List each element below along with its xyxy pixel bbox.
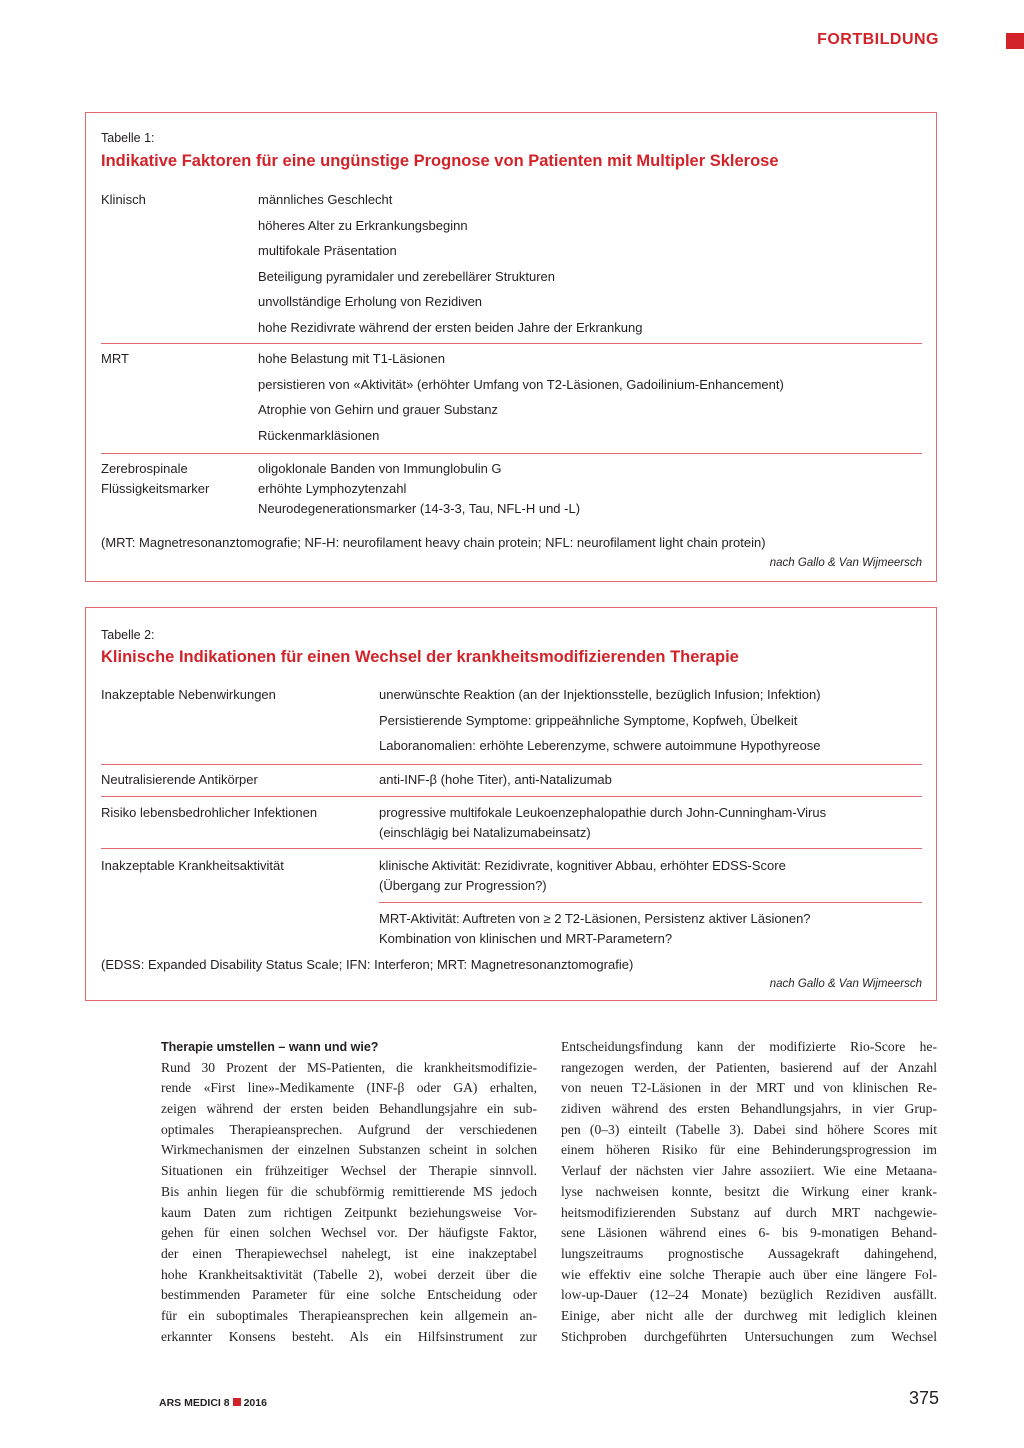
article-text: zeigen während der ersten beiden Behandlungsjahre ein sub- bbox=[161, 1101, 537, 1117]
article-text-line bbox=[561, 1327, 937, 1348]
article-text: Stichproben durchgeführten Untersuchungen zum Wechsel bbox=[561, 1328, 937, 1344]
article-text: low-up-Dauer (12–24 Monate) bezüglich Rezidiven ausfällt. bbox=[561, 1287, 937, 1303]
table-1-item: multifokale Präsentation bbox=[258, 243, 397, 258]
table-1-item: persistieren von «Aktivität» (erhöhter Umfang von T2-Läsionen, Gadoilinium-Enhancement) bbox=[258, 376, 784, 392]
article-text-line bbox=[561, 1161, 937, 1182]
article-text-line bbox=[161, 1078, 537, 1099]
table-2-item: Laboranomalien: erhöhte Leberenzyme, schwere autoimmune Hypothyreose bbox=[379, 738, 821, 753]
article-text-line bbox=[161, 1285, 537, 1306]
article-text-line bbox=[561, 1120, 937, 1141]
table-1-category-line: Flüssigkeitsmarker bbox=[101, 481, 210, 496]
table-1-category: Klinisch bbox=[101, 192, 146, 207]
article-text: hohe Krankheitsaktivität (Tabelle 2), wobei derzeit über die bbox=[161, 1266, 537, 1282]
article-text: Rund 30 Prozent der MS-Patienten, die krankheitsmodifizie- bbox=[161, 1059, 537, 1075]
table-2-item: klinische Aktivität: Rezidivrate, kognitiver Abbau, erhöhter EDSS-Score bbox=[379, 858, 786, 873]
table-2-label: Tabelle 2: bbox=[101, 628, 155, 642]
article-text-line bbox=[161, 1265, 537, 1286]
table-1-category-line: Zerebrospinale bbox=[101, 461, 188, 476]
table-1-title: Indikative Faktoren für eine ungünstige Prognose von Patienten mit Multipler Sklerose bbox=[101, 152, 779, 170]
table-2 bbox=[85, 607, 937, 1001]
table-1-item: oligoklonale Banden von Immunglobulin G bbox=[258, 461, 502, 476]
article-text-line bbox=[561, 1203, 937, 1224]
article-text: einem höheren Risiko für eine Behinderungsprogression im bbox=[561, 1142, 937, 1158]
table-1-item: Atrophie von Gehirn und grauer Substanz bbox=[258, 402, 498, 417]
article-text: bestimmenden Parameter für eine solche Entscheidung oder bbox=[161, 1287, 537, 1303]
article-text: erkannter Konsens besteht. Als ein Hilfsinstrument zur bbox=[161, 1328, 537, 1344]
table-2-row-antikoerper bbox=[101, 770, 922, 797]
table-1-row-klinisch bbox=[101, 188, 922, 344]
article-text-line bbox=[161, 1306, 537, 1327]
table-1-label: Tabelle 1: bbox=[101, 131, 155, 145]
article-text: optimales Therapieansprechen. Aufgrund der verschiedenen bbox=[161, 1121, 537, 1137]
article-text: Einige, aber nicht alle der durchweg mit lediglich kleinen bbox=[561, 1307, 937, 1323]
article-text: Wirkmechanismen der einzelnen Substanzen scheint in solchen bbox=[161, 1142, 537, 1158]
article-text-line bbox=[161, 1327, 537, 1348]
table-2-item: progressive multifokale Leukoenzephalopathie durch John-Cunningham-Virus bbox=[379, 805, 827, 820]
article-text: rende «First line»-Medikamente (INF-β oder GA) erhalten, bbox=[161, 1080, 537, 1096]
article-text: kaum Daten zum richtigen Zeitpunkt beziehungsweise Vor- bbox=[161, 1204, 537, 1220]
table-2-category: Inakzeptable Nebenwirkungen bbox=[101, 687, 276, 702]
article-text: Verlauf der nächsten vier Jahre assoziiert. Wie eine Metaana- bbox=[561, 1163, 937, 1179]
table-2-row-krankheitsaktivitaet bbox=[101, 856, 922, 946]
table-2-row-infektionen bbox=[101, 803, 922, 849]
table-2-item: Kombination von klinischen und MRT-Parametern? bbox=[379, 931, 673, 946]
article-text: Situationen ein frühzeitiger Wechsel der Therapie sinnvoll. bbox=[161, 1163, 537, 1179]
table-2-items bbox=[379, 770, 612, 790]
table-2-footnote: (EDSS: Expanded Disability Status Scale; IFN: Interferon; MRT: Magnetresonanztomografie) bbox=[101, 957, 634, 972]
article-text-line bbox=[561, 1223, 937, 1244]
page-number: 375 bbox=[908, 1388, 939, 1408]
article-text-line bbox=[161, 1140, 537, 1161]
article-text-line bbox=[161, 1244, 537, 1265]
table-2-category: Risiko lebensbedrohlicher Infektionen bbox=[101, 805, 318, 820]
article-text: zidiven während des ersten Behandlungsjahrs, in vier Grup- bbox=[561, 1101, 937, 1117]
table-1-category: MRT bbox=[101, 351, 129, 366]
table-1-items bbox=[258, 459, 580, 519]
table-2-items bbox=[379, 682, 821, 759]
table-1-item: hohe Belastung mit T1-Läsionen bbox=[258, 351, 445, 366]
article-text-line bbox=[561, 1099, 937, 1120]
article-text-line bbox=[561, 1182, 937, 1203]
article-text: lyse nachweisen konnte, besitzt die Wirkung einer krank- bbox=[561, 1183, 937, 1199]
table-1 bbox=[85, 112, 937, 582]
table-2-item: MRT-Aktivität: Auftreten von ≥ 2 T2-Läsionen, Persistenz aktiver Läsionen? bbox=[379, 911, 811, 926]
article-column-left bbox=[161, 1037, 537, 1347]
table-1-item: männliches Geschlecht bbox=[258, 192, 393, 207]
table-2-row-nebenwirkungen bbox=[101, 684, 922, 765]
article-text: heitsmodifizierenden Substanz auf durch MRT nachgewie- bbox=[561, 1204, 937, 1220]
table-1-item: Beteiligung pyramidaler und zerebellärer Strukturen bbox=[258, 268, 555, 284]
table-1-footnote: (MRT: Magnetresonanztomografie; NF-H: neurofilament heavy chain protein; NFL: neurofilament light chain protein) bbox=[101, 535, 766, 550]
table-1-item: Neurodegenerationsmarker (14-3-3, Tau, NFL-H und -L) bbox=[258, 501, 581, 516]
article-text-line bbox=[561, 1285, 937, 1306]
table-2-item: unerwünschte Reaktion (an der Injektionsstelle, bezüglich Infusion; Infektion) bbox=[379, 687, 821, 702]
table-1-item: hohe Rezidivrate während der ersten beiden Jahre der Erkrankung bbox=[258, 319, 643, 335]
article-text-line bbox=[161, 1182, 537, 1203]
footer-year: 2016 bbox=[243, 1397, 267, 1409]
header-section-label: FORTBILDUNG bbox=[817, 31, 939, 48]
article-text-line bbox=[561, 1306, 937, 1327]
table-2-item: (einschlägig bei Natalizumabeinsatz) bbox=[379, 825, 591, 840]
article-text-line bbox=[161, 1058, 537, 1079]
article-text-line bbox=[561, 1058, 937, 1079]
table-2-items bbox=[379, 856, 922, 949]
article-text-line bbox=[561, 1078, 937, 1099]
article-text: von neuen T2-Läsionen in der MRT und von klinischen Re- bbox=[561, 1080, 937, 1096]
table-1-items bbox=[258, 187, 642, 340]
table-1-item: erhöhte Lymphozytenzahl bbox=[258, 481, 407, 496]
table-1-row-liquor bbox=[101, 459, 922, 523]
article-text: pen (0–3) einteilt (Tabelle 3). Dabei sind höhere Scores mit bbox=[561, 1121, 937, 1137]
article-text-line bbox=[561, 1140, 937, 1161]
table-2-category: Neutralisierende Antikörper bbox=[101, 772, 258, 787]
article-heading: Therapie umstellen – wann und wie? bbox=[161, 1040, 379, 1054]
article-text: rangezogen werden, der Patienten, basierend auf der Anzahl bbox=[561, 1059, 937, 1075]
table-2-item: Persistierende Symptome: grippeähnliche Symptome, Kopfweh, Übelkeit bbox=[379, 712, 798, 728]
table-2-item: (Übergang zur Progression?) bbox=[379, 878, 547, 893]
table-1-source: nach Gallo & Van Wijmeersch bbox=[769, 557, 922, 569]
article-text-line bbox=[161, 1203, 537, 1224]
article-text: gehen für einen solchen Wechsel vor. Der häufigste Faktor, bbox=[161, 1225, 537, 1241]
article-text: lungszeitraums prognostische Aussagekraft dahingehend, bbox=[561, 1245, 937, 1261]
table-2-subdivider bbox=[379, 902, 922, 949]
footer-journal bbox=[159, 1397, 267, 1409]
article-text-line bbox=[161, 1223, 537, 1244]
article-text: der einen Therapiewechsel nahelegt, ist eine inakzeptabel bbox=[161, 1245, 537, 1261]
article-text-line bbox=[561, 1265, 937, 1286]
table-2-title: Klinische Indikationen für einen Wechsel der krankheitsmodifizierenden Therapie bbox=[101, 648, 739, 666]
footer-journal-name: ARS MEDICI 8 bbox=[159, 1397, 230, 1409]
article-text-line bbox=[161, 1161, 537, 1182]
article-text-line bbox=[561, 1244, 937, 1265]
table-1-category bbox=[101, 459, 209, 499]
footer-red-square bbox=[233, 1398, 241, 1406]
table-1-item: unvollständige Erholung von Rezidiven bbox=[258, 294, 483, 309]
article-text-line bbox=[161, 1120, 537, 1141]
article-text-line bbox=[161, 1099, 537, 1120]
article-text: Bis anhin liegen für die schubförmig remittierende MS jedoch bbox=[161, 1183, 537, 1199]
article-text-line bbox=[561, 1037, 937, 1058]
article-text: wie effektiv eine solche Therapie auch über eine längere Fol- bbox=[561, 1266, 937, 1282]
table-1-item: Rückenmarkläsionen bbox=[258, 427, 380, 443]
header-red-square bbox=[1006, 33, 1024, 49]
table-2-source: nach Gallo & Van Wijmeersch bbox=[769, 978, 922, 990]
table-1-item: höheres Alter zu Erkrankungsbeginn bbox=[258, 217, 468, 233]
table-2-items bbox=[379, 803, 826, 843]
table-1-row-mrt bbox=[101, 349, 922, 454]
article-text: Entscheidungsfindung kann der modifizierte Rio-Score he- bbox=[561, 1039, 937, 1054]
article-column-right bbox=[561, 1037, 937, 1347]
table-1-items bbox=[258, 346, 784, 448]
article-text: sene Läsionen während eines 6- bis 9-monatigen Behand- bbox=[561, 1225, 937, 1241]
table-2-category: Inakzeptable Krankheitsaktivität bbox=[101, 858, 284, 873]
table-2-item: anti-INF-β (hohe Titer), anti-Natalizumab bbox=[379, 772, 612, 787]
article-text: für ein suboptimales Therapieansprechen kein allgemein an- bbox=[161, 1307, 537, 1323]
